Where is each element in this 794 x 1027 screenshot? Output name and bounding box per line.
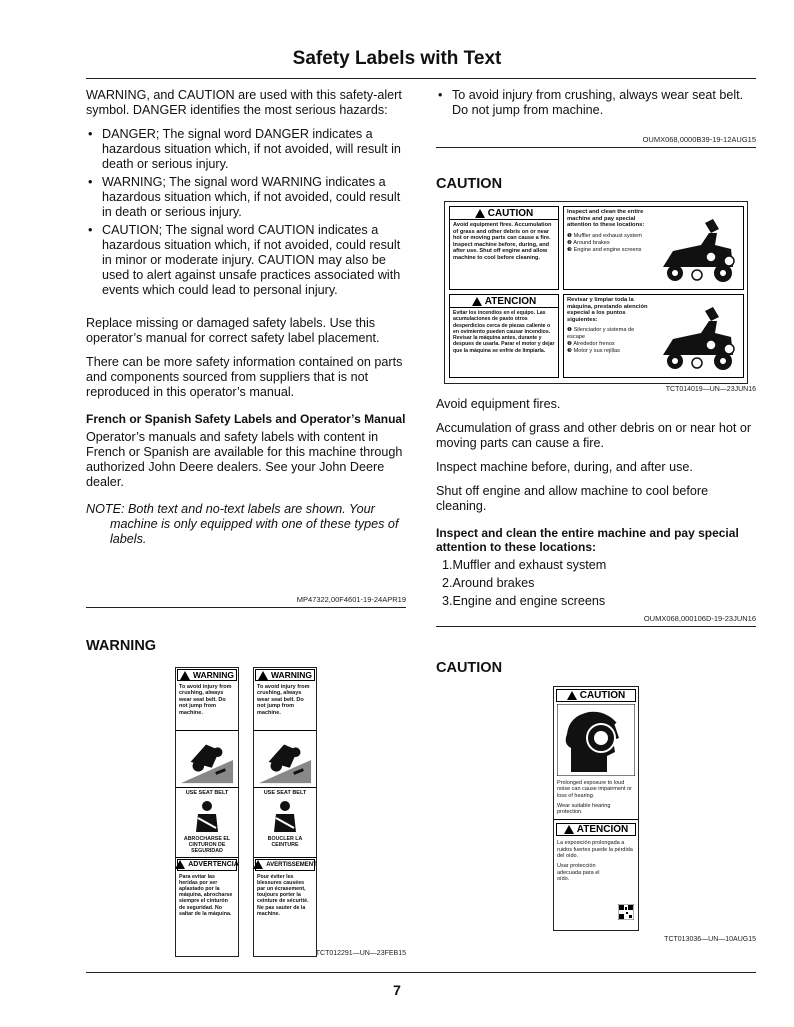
supplier-info-paragraph: There can be more safety information contained on parts and components sourced from suppliers that is not reproduced in this operator’s manual. <box>86 355 403 399</box>
caution-hearing-text: Prolonged exposure to loud noise can cause impairment or loss of hearing. <box>557 780 632 799</box>
french-spanish-paragraph: Operator’s manuals and safety labels with content in French or Spanish are available for this machine through authorized John Deere dealers. See your John Deere dealer. <box>86 430 403 489</box>
safety-alert-icon <box>564 825 574 834</box>
list-item: 2.Around brakes <box>442 576 535 590</box>
atencion-text2: Usar protección adecuada para el oído. <box>557 863 600 882</box>
riding-mower-icon <box>653 215 739 287</box>
safety-alert-icon <box>180 671 190 680</box>
seat-belt-text: USE SEAT BELT <box>263 790 307 796</box>
right-column-middle <box>436 397 758 612</box>
caution-hearing-label <box>553 686 639 931</box>
caution-es-signal: ATENCION <box>450 295 558 308</box>
tipping-mower-icon <box>254 730 316 788</box>
advertencia-text: Para evitar las heridas por ser aplastado por la máquina, abrocharse siempre el cinturón de seguridad. No saltar de la máquina. <box>179 873 233 917</box>
fig3-caption: TCT013036—UN—10AUG15 <box>664 936 756 943</box>
riding-mower-icon <box>653 303 739 375</box>
title-rule <box>86 78 756 79</box>
inspect-list <box>436 558 758 609</box>
caution-heading-1: CAUTION <box>436 176 503 192</box>
seat-belt-text: USE SEAT BELT <box>185 790 229 796</box>
seat-belt-fr-text: BOUCLER LA CEINTURE <box>254 834 316 858</box>
left-section-rule <box>86 607 406 608</box>
fig1-caption: TCT014019—UN—23JUN16 <box>665 386 756 393</box>
right-ref-code-1: OUMX068,0000B39-19-12AUG15 <box>642 135 756 144</box>
qr-code-icon <box>618 904 634 920</box>
seat-belt-icon <box>176 800 238 834</box>
intro-paragraph: WARNING, and CAUTION are used with this safety-alert symbol. DANGER identifies the most serious hazards: <box>86 88 402 117</box>
right-ref-code-2: OUMX068,000106D-19-23JUN16 <box>643 614 756 623</box>
list-item: 1.Muffler and exhaust system <box>442 558 607 572</box>
avertissement-text: Pour éviter les blessures causées par un écrasement, toujours porter la ceinture de sécurité. Ne pas sauter de la machine. <box>257 873 309 917</box>
bullet-danger: • DANGER; The signal word DANGER indicates a hazardous situation which, if not avoided, will result in death or serious injury. <box>86 127 406 172</box>
note-paragraph: NOTE: Both text and no-text labels are shown. Your machine is only equipped with one of these types of labels. <box>86 502 399 546</box>
caution-es-items: ❶ Silenciador y sistema de escape ❷ Alrededor frenos ❸ Motor y sus rejillas <box>567 327 635 355</box>
avoid-fires-paragraph: Avoid equipment fires. <box>436 397 561 411</box>
safety-alert-icon <box>253 860 263 869</box>
bullet-caution: • CAUTION; The signal word CAUTION indicates a hazardous situation which, if not avoided, could result in minor or moderate injury. CAUTION may also be used to alert against unsafe practices associated with events which could lead to personal injury. <box>86 223 406 298</box>
warning-seat-belt-label-fr <box>253 667 317 957</box>
french-spanish-heading: French or Spanish Safety Labels and Operator’s Manual <box>86 412 406 426</box>
replace-labels-paragraph: Replace missing or damaged safety labels. Use this operator’s manual for correct safety label placement. <box>86 316 380 345</box>
safety-alert-icon <box>472 297 482 306</box>
right-rule-2 <box>436 626 756 627</box>
caution-es-inspect-text: Revisar y limpiar toda la máquina, prestando atención especial a los puntos siguientes: <box>567 297 648 323</box>
advertencia-signal: ADVERTENCIA <box>177 859 237 871</box>
accumulation-paragraph: Accumulation of grass and other debris on or near hot or moving parts can cause a fire. <box>436 421 752 450</box>
safety-alert-icon <box>175 860 185 869</box>
shut-off-paragraph: Shut off engine and allow machine to cool before cleaning. <box>436 484 709 513</box>
inspect-heading: Inspect and clean the entire machine and pay special attention to these locations: <box>436 526 739 554</box>
avertissement-signal: AVERTISSEMENT <box>255 859 315 871</box>
safety-alert-icon <box>567 691 577 700</box>
tipping-mower-icon <box>176 730 238 788</box>
caution-en-signal: CAUTION <box>450 207 558 220</box>
caution-en-inspect-panel <box>563 206 744 290</box>
atencion-signal: ATENCIÓN <box>556 823 636 836</box>
inspect-paragraph: Inspect machine before, during, and after use. <box>436 460 693 474</box>
atencion-text: La exposición prolongada a ruidos fuertes puede la pérdida del oído. <box>557 840 633 860</box>
safety-alert-icon <box>258 671 268 680</box>
right-column-top <box>436 88 756 121</box>
caution-es-text: Evitar los incendios en el equipo. Las acumulaciones de pasto otros desperdicios cerca de piezas caliente o en ovimiento pueden causar incendios. Revisar la máquina antes, durante y despues de usarla. Parar el motor y dejar que la máquina se enfríe de limpiarla. <box>453 310 555 354</box>
seat-belt-icon <box>254 800 316 834</box>
warning-seat-belt-label-es <box>175 667 239 957</box>
fig2-caption: TCT012291—UN—23FEB15 <box>315 950 406 957</box>
safety-alert-icon <box>475 209 485 218</box>
caution-signal: CAUTION <box>556 689 636 702</box>
caution-es-text-panel <box>449 294 559 378</box>
caution-en-inspect-text: Inspect and clean the entire machine and pay special attention to these locations: <box>567 209 645 229</box>
caution-en-items: ❶ Muffler and exhaust system ❷ Around brakes ❸ Engine and engine screens <box>567 232 642 253</box>
list-item: 3.Engine and engine screens <box>442 594 606 608</box>
page-title: Safety Labels with Text <box>292 48 502 69</box>
bullet-seat-belt: • To avoid injury from crushing, always wear seat belt. Do not jump from machine. <box>436 88 756 118</box>
caution-en-text: Avoid equipment fires. Accumulation of grass and other debris on or near hot or moving parts can cause a fire. Inspect machine before, during, and after use. Shut off engine and allow machine to cool before cleaning. <box>453 222 552 261</box>
warning-signal: WARNING <box>177 669 237 681</box>
caution-hearing-text2: Wear suitable hearing protection. <box>554 801 638 821</box>
hearing-protection-icon <box>557 704 635 776</box>
warning-heading: WARNING <box>86 638 157 654</box>
caution-fire-label-figure <box>444 201 748 384</box>
bullet-warning: • WARNING; The signal word WARNING indicates a hazardous situation which, if not avoided, could result in death or serious injury. <box>86 175 406 220</box>
caution-es-inspect-panel <box>563 294 744 378</box>
warning-text: To avoid injury from crushing, always wear seat belt. Do not jump from machine. <box>179 684 232 716</box>
caution-en-text-panel <box>449 206 559 290</box>
seat-belt-es-text: ABROCHARSE EL CINTURON DE SEGURIDAD <box>176 834 238 858</box>
left-column <box>86 88 406 556</box>
warning-text: To avoid injury from crushing, always wear seat belt. Do not jump from machine. <box>257 684 310 716</box>
page-number: 7 <box>393 982 401 998</box>
caution-heading-2: CAUTION <box>436 660 503 676</box>
warning-signal: WARNING <box>255 669 315 681</box>
footer-rule <box>86 972 756 973</box>
right-rule-1 <box>436 147 756 148</box>
left-ref-code: MP47322,00F4601-19-24APR19 <box>296 595 406 604</box>
